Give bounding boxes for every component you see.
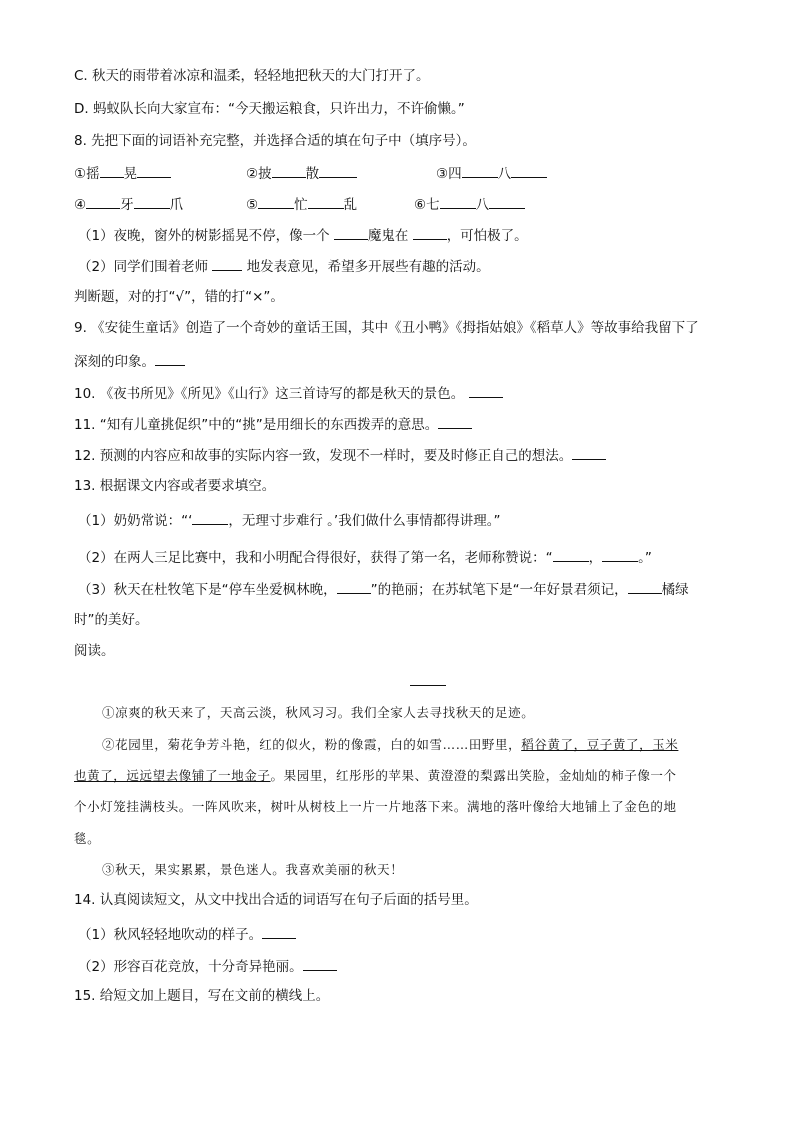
option-c-text: C. 秋天的雨带着冰凉和温柔，轻轻地把秋天的大门打开了。 [74, 68, 430, 84]
fill-1 [78, 510, 500, 530]
answer-blank[interactable] [489, 194, 525, 209]
passage-title-blank[interactable] [410, 684, 446, 686]
word-item-2-start: ②披 [246, 166, 272, 182]
word-item-1 [74, 163, 171, 183]
answer-blank[interactable] [572, 445, 606, 460]
word-item-3 [436, 163, 547, 183]
word-item-5-end: 乱 [343, 197, 358, 213]
passage-paragraph-1-text: ①凉爽的秋天来了，天高云淡，秋风习习。我们全家人去寻找秋天的足迹。 [102, 705, 535, 720]
reading-heading-text: 阅读。 [74, 643, 115, 659]
sentence-2-part-a: （2）同学们围着老师 [78, 259, 213, 275]
answer-blank[interactable] [319, 163, 357, 178]
answer-blank[interactable] [462, 163, 498, 178]
passage-paragraph-2-text-b: 。果园里，红彤彤的苹果、黄澄澄的梨露出笑脸，金灿灿的柿子像一个 [270, 768, 677, 783]
question-14-part-1-text: （1）秋风轻轻地吹动的样子。 [78, 927, 263, 943]
word-item-1-mid: 晃 [123, 166, 138, 182]
answer-blank[interactable] [212, 256, 242, 271]
word-item-1-start: ①摇 [74, 166, 100, 182]
option-d [74, 100, 465, 118]
word-item-4-end: 爪 [169, 197, 184, 213]
answer-blank[interactable] [334, 225, 368, 240]
reading-heading [74, 642, 115, 660]
answer-blank[interactable] [602, 547, 638, 562]
question-9-line-1 [74, 319, 699, 337]
word-item-3-mid: 八 [497, 166, 512, 182]
fill-2 [78, 547, 652, 567]
question-14 [74, 891, 478, 909]
option-c [74, 67, 430, 85]
passage-paragraph-2-text-a: ②花园里，菊花争芳斗艳，红的似火，粉的像霞，白的如雪……田野里， [102, 737, 522, 752]
fill-3-part-d: 时”的美好。 [74, 612, 149, 628]
fill-1-part-b: ，无理寸步难行 。’我们做什么事情都得讲理。” [228, 513, 501, 529]
answer-blank[interactable] [86, 194, 120, 209]
question-14-part-2-text: （2）形容百花竞放，十分奇异艳丽。 [78, 959, 303, 975]
answer-blank[interactable] [308, 194, 344, 209]
question-9-line-2 [74, 351, 185, 371]
answer-blank[interactable] [553, 547, 589, 562]
answer-blank[interactable] [469, 383, 503, 398]
word-item-3-start: ③四 [436, 166, 462, 182]
fill-1-part-a: （1）奶奶常说：“‘ [78, 513, 193, 529]
question-12 [74, 445, 606, 465]
sentence-1-part-a: （1）夜晚，窗外的树影摇晃不停，像一个 [78, 228, 334, 244]
passage-paragraph-2-line-3 [74, 797, 677, 815]
passage-underlined-text: 也黄了，远远望去像铺了一地金子 [74, 768, 271, 783]
passage-paragraph-2-line-2 [74, 766, 677, 784]
fill-3-line-1 [78, 579, 689, 599]
sentence-1 [78, 225, 528, 245]
answer-blank[interactable] [303, 956, 337, 971]
fill-3-part-b: ”的艳丽；在苏轼笔下是“一年好景君须记， [370, 582, 628, 598]
question-15-text: 15. 给短文加上题目，写在文前的横线上。 [74, 988, 330, 1004]
answer-blank[interactable] [337, 579, 371, 594]
word-item-5-mid: 忙 [294, 197, 308, 213]
word-item-4-start: ④ [74, 197, 87, 213]
word-item-4 [74, 194, 183, 214]
answer-blank[interactable] [258, 194, 294, 209]
fill-3-line-2 [74, 611, 149, 629]
passage-underlined-text: 稻谷黄了，豆子黄了，玉米 [521, 737, 679, 752]
passage-paragraph-3-text: ③秋天，果实累累，景色迷人。我喜欢美丽的秋天！ [102, 862, 404, 877]
answer-blank[interactable] [413, 225, 447, 240]
question-15 [74, 987, 329, 1005]
question-13-text: 13. 根据课文内容或者要求填空。 [74, 478, 276, 494]
fill-3-part-a: （3）秋天在杜牧笔下是“停车坐爱枫林晚， [78, 582, 337, 598]
passage-paragraph-2-text-d: 毯。 [74, 831, 101, 846]
answer-blank[interactable] [262, 924, 296, 939]
question-12-text: 12. 预测的内容应和故事的实际内容一致，发现不一样时，要及时修正自己的想法。 [74, 448, 573, 464]
answer-blank[interactable] [155, 351, 185, 366]
question-11 [74, 414, 472, 434]
answer-blank[interactable] [440, 194, 476, 209]
word-item-6-start: ⑥七 [414, 197, 440, 213]
answer-blank[interactable] [192, 510, 228, 525]
word-item-4-mid: 牙 [120, 197, 134, 213]
answer-blank[interactable] [272, 163, 306, 178]
sentence-2-part-b: 地发表意见，希望多开展些有趣的活动。 [242, 259, 490, 275]
word-item-5 [246, 194, 357, 214]
question-8 [74, 132, 476, 150]
option-d-text: D. 蚂蚁队长向大家宣布：“今天搬运粮食，只许出力，不许偷懒。” [74, 101, 465, 117]
passage-paragraph-1 [102, 703, 534, 721]
question-13 [74, 477, 275, 495]
sentence-1-part-c: ，可怕极了。 [446, 228, 528, 244]
fill-3-part-c: 橘绿 [661, 582, 689, 598]
answer-blank[interactable] [628, 579, 662, 594]
passage-paragraph-2-line-4 [74, 829, 100, 847]
fill-2-part-a: （2）在两人三足比赛中，我和小明配合得很好，获得了第一名，老师称赞说：“ [78, 550, 553, 566]
word-item-5-start: ⑤ [246, 197, 259, 213]
fill-2-part-b: ， [588, 550, 603, 566]
passage-paragraph-3 [102, 860, 403, 878]
question-14-part-2 [78, 956, 337, 976]
question-14-part-1 [78, 924, 296, 944]
judge-instruction [74, 288, 284, 306]
passage-paragraph-2-text-c: 个小灯笼挂满枝头。一阵风吹来，树叶从树枝上一片一片地落下来。满地的落叶像给大地铺上了金色的地 [74, 799, 677, 814]
sentence-1-part-b: 魔鬼在 [367, 228, 413, 244]
question-9-text-b: 深刻的印象。 [74, 354, 155, 370]
answer-blank[interactable] [134, 194, 170, 209]
question-14-text: 14. 认真阅读短文，从文中找出合适的词语写在句子后面的括号里。 [74, 892, 478, 908]
answer-blank[interactable] [137, 163, 171, 178]
question-10-text: 10. 《夜书所见》《所见》《山行》这三首诗写的都是秋天的景色。 [74, 386, 469, 402]
word-item-2-mid: 散 [305, 166, 320, 182]
word-item-2 [246, 163, 357, 183]
word-item-6-mid: 八 [475, 197, 490, 213]
question-8-text: 8. 先把下面的词语补充完整，并选择合适的填在句子中（填序号）。 [74, 133, 476, 149]
fill-2-part-c: 。” [638, 550, 652, 566]
question-9-text-a: 9. 《安徒生童话》创造了一个奇妙的童话王国，其中《丑小鸭》《拇指姑娘》《稻草人》等故事给我留下了 [74, 320, 699, 336]
word-item-6 [414, 194, 525, 214]
answer-blank[interactable] [511, 163, 547, 178]
question-10 [74, 383, 503, 403]
answer-blank[interactable] [438, 414, 472, 429]
answer-blank[interactable] [100, 163, 124, 178]
question-11-text: 11. “知有儿童挑促织”中的“挑”是用细长的东西拨弄的意思。 [74, 417, 439, 433]
sentence-2 [78, 256, 490, 276]
judge-instruction-text: 判断题，对的打“√”，错的打“×”。 [74, 289, 284, 305]
passage-paragraph-2-line-1 [102, 735, 678, 753]
